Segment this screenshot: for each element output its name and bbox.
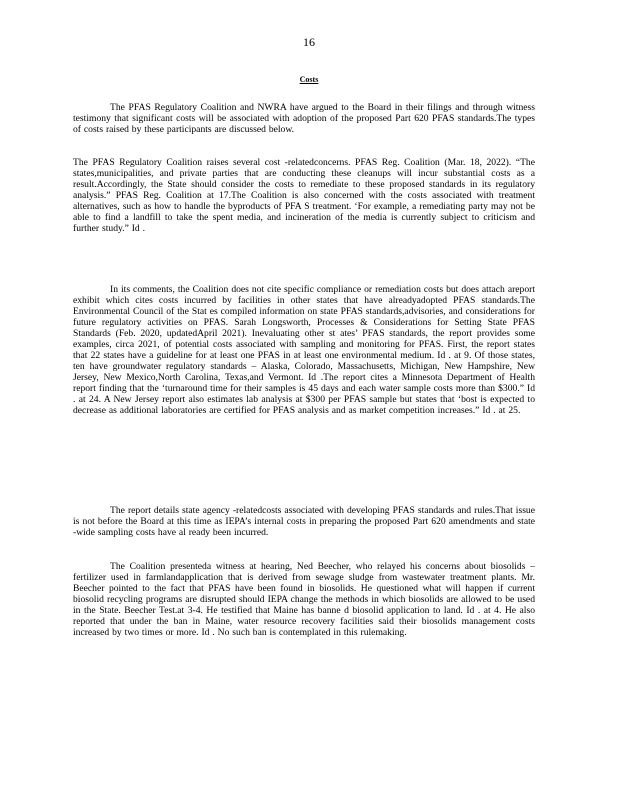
- paragraph-agency-costs: The report details state agency -relatedcosts associated with developing PFAS standards and rules.That issue is not before the Board at this time as IEPA’s internal costs in preparing the proposed Part 620 amendments and state -wide sampling costs have al ready been incurred.: [73, 505, 535, 538]
- section-heading-text: Costs: [299, 75, 319, 84]
- paragraph-coalition-concerns: The PFAS Regulatory Coalition raises several cost -relatedconcerns. PFAS Reg. Coalition (Mar. 18, 2022). “The states,municipalities, and private parties that are conducting these cleanups will incur substantial costs as a result.Accordingly, the State should consider the costs to remediate to these proposed standards in its regulatory analysis.” PFAS Reg. Coalition at 17.The Coalition is also concerned with the costs associated with treatment alternatives, such as how to handle the byproducts of PFA S treatment. ‘For example, a remediating party may not be able to find a landfill to take the spent media, and incineration of the media is currently subject to criticism and further study.” Id .: [73, 157, 535, 234]
- page-number: 16: [303, 35, 315, 49]
- section-heading: [0, 75, 618, 84]
- paragraph-intro: The PFAS Regulatory Coalition and NWRA have argued to the Board in their filings and through witness testimony that significant costs will be associated with adoption of the proposed Part 620 PFAS standards.The types of costs raised by these participants are discussed below.: [73, 102, 535, 135]
- paragraph-comments-report: In its comments, the Coalition does not cite specific compliance or remediation costs but does attach areport exhibit which cites costs incurred by facilities in other states that have alreadyadopted PFAS standards.The Environmental Council of the Stat es compiled information on state PFAS standards,advisories, and considerations for future regulatory activities on PFAS. Sarah Longsworth, Processes & Considerations for Setting State PFAS Standards (Feb. 2020, updatedApril 2021). Inevaluating other st ates’ PFAS standards, the report provides some examples, circa 2021, of potential costs associated with sampling and monitoring for PFAS. First, the report states that 22 states have a guideline for at least one PFAS in at least one environmental medium. Id . at 9. Of those states, ten have groundwater regulatory standards – Alaska, Colorado, Massachusetts, Michigan, New Hampshire, New Jersey, New Mexico,North Carolina, Texas,and Vermont. Id .The report cites a Minnesota Department of Health report finding that the ‘turnaround time for their samples is 45 days and each water sample costs more than $300.” Id . at 24. A New Jersey report also estimates lab analysis at $300 per PFAS sample but states that ‘bost is expected to decrease as additional laboratories are certified for PFAS analysis and as market competition increases.” Id . at 25.: [73, 284, 535, 416]
- paragraph-biosolids: The Coalition presenteda witness at hearing, Ned Beecher, who relayed his concerns about biosolids –fertilizer used in farmlandapplication that is derived from sewage sludge from wastewater treatment plants. Mr. Beecher pointed to the fact that PFAS have been found in biosolids. He questioned what will happen if current biosolid recycling programs are disrupted should IEPA change the methods in which biosolids are allowed to be used in the State. Beecher Test.at 3-4. He testified that Maine has banne d biosolid application to land. Id . at 4. He also reported that under the ban in Maine, water resource recovery facilities said their biosolids management costs increased by two times or more. Id . No such ban is contemplated in this rulemaking.: [73, 561, 535, 638]
